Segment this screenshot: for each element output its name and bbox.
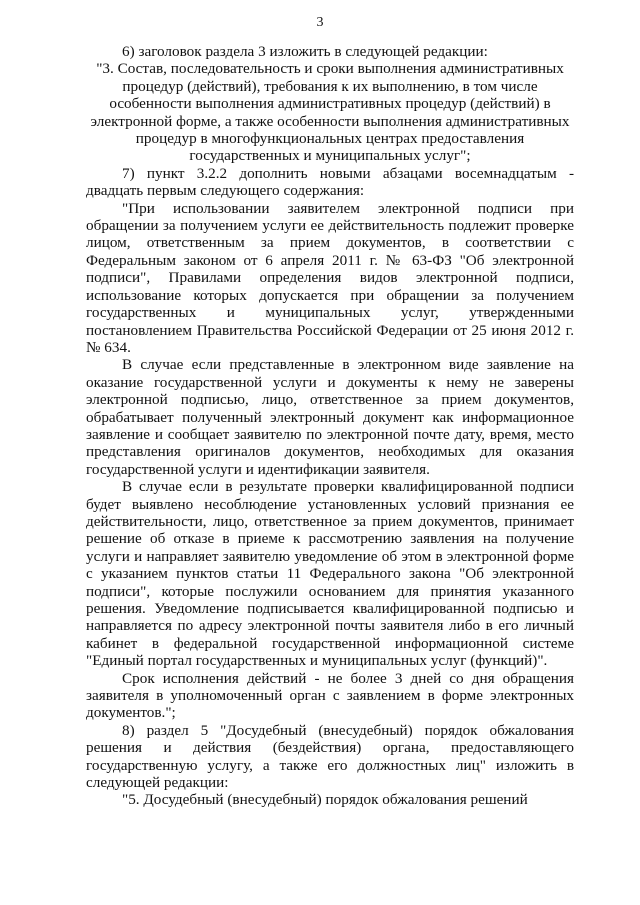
document-body	[86, 43, 574, 809]
section-3-heading-text: "3. Состав, последовательность и сроки выполнения административных процедур (действий), требования к их выполнению, в том числе особенности выполнения административных процедур (действий) в электронной форме, а также особенности выполнения административных процедур в многофункциональных центрах предоставления государственных и муниципальных услуг";	[90, 60, 570, 165]
signature-check-failure-paragraph: В случае если в результате проверки квалифицированной подписи будет выявлено несоблюдение установленных условий признания ее действительности, лицо, ответственное за прием документов, принимает решение об отказе в приеме к рассмотрению заявления на получение услуги и направляет заявителю уведомление об этом в электронной форме с указанием пунктов статьи 11 Федерального закона "Об электронной подписи", которые послужили основанием для принятия указанного решения. Уведомление подписывается квалифицированной подписью и направляется по адресу электронной почты заявителя либо в его личный кабинет в федеральной государственной информационной системе "Единый портал государственных и муниципальных услуг (функций)".	[86, 478, 574, 670]
amendment-item-7: 7) пункт 3.2.2 дополнить новыми абзацами восемнадцатым - двадцать первым следующего содержания:	[86, 164, 574, 200]
amendment-item-6: 6) заголовок раздела 3 изложить в следующей редакции:	[122, 43, 488, 60]
section-5-heading-start: "5. Досудебный (внесудебный) порядок обжалования решений	[122, 791, 528, 809]
processing-deadline-paragraph: Срок исполнения действий - не более 3 дней со дня обращения заявителя в уполномоченный орган с заявлением в форме электронных документов.";	[86, 669, 574, 722]
electronic-signature-paragraph: "При использовании заявителем электронной подписи при обращении за получением услуги ее действительность подлежит проверке лицом, ответственным за прием документов, в соответствии с Федеральным законом от 6 апреля 2011 г. № 63-ФЗ "Об электронной подписи", Правилами определения видов электронной подписи, использование которых допускается при обращении за получением государственных и муниципальных услуг, утвержденными постановлением Правительства Российской Федерации от 25 июня 2012 г. № 634.	[86, 199, 574, 356]
unsigned-documents-paragraph: В случае если представленные в электронном виде заявление на оказание государственной услуги и документы к нему не заверены электронной подписью, лицо, ответственное за прием документов, обрабатывает полученный электронный документ как информационное заявление и сообщает заявителю по электронной почте дату, время, место представления оригиналов документов, необходимых для оказания государственной услуги и идентификации заявителя.	[86, 356, 574, 478]
amendment-item-8: 8) раздел 5 "Досудебный (внесудебный) порядок обжалования решения и действия (бездействия) органа, предоставляющего государственную услугу, а также его должностных лиц" изложить в следующей редакции:	[86, 721, 574, 792]
page-number: 3	[316, 15, 324, 30]
